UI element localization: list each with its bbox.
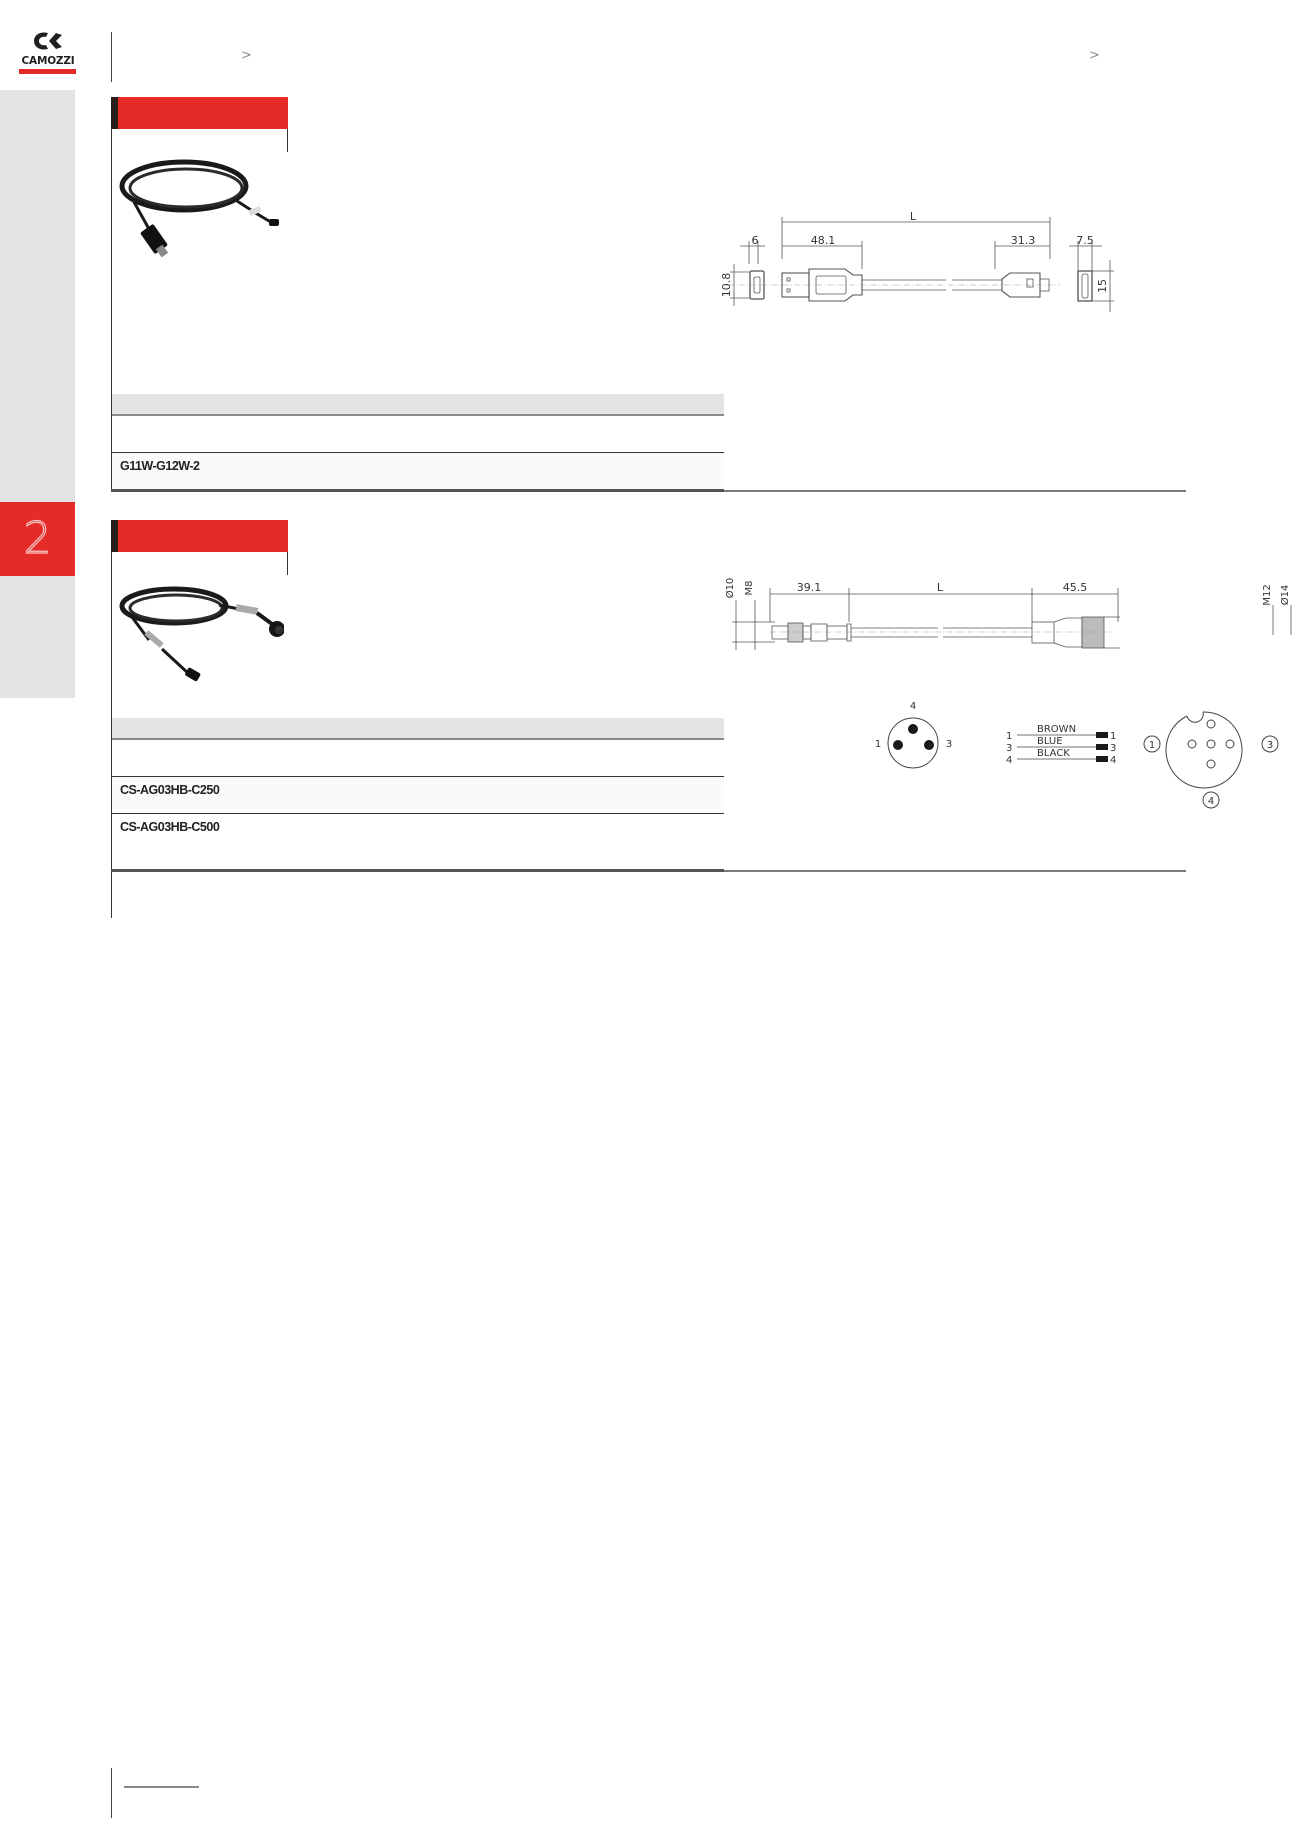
chapter-number-tab[interactable] xyxy=(0,502,75,576)
dim-m8-length: 39.1 xyxy=(796,581,822,594)
section-title-bar xyxy=(111,97,288,129)
product-code: G11W-G12W-2 xyxy=(120,459,200,473)
wire-pin-left-3: 3 xyxy=(1006,743,1013,754)
wire-color-black: BLACK xyxy=(1037,748,1070,759)
section-bottom-rule xyxy=(111,869,724,872)
table-row[interactable] xyxy=(112,776,724,813)
section-title-bar xyxy=(111,520,288,552)
section-title-accent xyxy=(111,97,118,129)
product-code: CS-AG03HB-C500 xyxy=(120,820,220,834)
table-subheader-row xyxy=(112,416,724,452)
dim-end-height-left: 10.8 xyxy=(720,272,733,298)
usb-cable-photo xyxy=(114,154,284,264)
product-section-m8-m12 xyxy=(111,520,1291,920)
chapter-number: 2 xyxy=(23,513,52,564)
table-subheader-row xyxy=(112,740,724,776)
wire-pin-left-4: 4 xyxy=(1006,755,1013,766)
product-code: CS-AG03HB-C250 xyxy=(120,783,220,797)
female-pin-4: 4 xyxy=(1207,796,1215,807)
table-row[interactable] xyxy=(112,452,724,489)
dim-L: L xyxy=(909,210,917,223)
m8-m12-cable-photo xyxy=(114,582,284,692)
female-pinout-icon xyxy=(1144,712,1278,808)
camozzi-logo xyxy=(18,30,78,74)
table-header-row xyxy=(112,394,724,416)
table-row[interactable] xyxy=(112,813,724,850)
section-bottom-rule-right xyxy=(724,870,1186,872)
m8-m12-dimension-drawing xyxy=(720,570,1120,670)
logo-mark-icon xyxy=(18,30,78,56)
wire-pin-right-3: 3 xyxy=(1110,743,1117,754)
dim-end-width-left: 6 xyxy=(751,234,759,247)
dim-m8-diameter: Ø10 xyxy=(725,577,736,599)
female-pin-1: 1 xyxy=(1148,740,1156,751)
section-bottom-rule-right xyxy=(724,490,1186,492)
wire-pin-right-1: 1 xyxy=(1110,731,1117,742)
product-table xyxy=(112,394,724,489)
dim-m12-diameter: Ø14 xyxy=(1280,584,1291,606)
dim-end-height-right: 15 xyxy=(1096,279,1109,293)
m12-side-dimensions xyxy=(1259,575,1300,635)
product-section-usb xyxy=(111,97,1186,492)
breadcrumb-separator-left: > xyxy=(241,48,252,63)
male-pin-3: 3 xyxy=(945,739,953,750)
dim-micro-length: 31.3 xyxy=(1010,234,1036,247)
male-pin-1: 1 xyxy=(874,739,882,750)
usb-dimension-drawing xyxy=(720,209,1120,319)
footer-rule xyxy=(124,1786,199,1788)
dim-L: L xyxy=(936,581,944,594)
wire-pin-right-4: 4 xyxy=(1110,755,1117,766)
male-pinout-icon xyxy=(888,718,938,768)
pinout-wiring-diagram xyxy=(851,692,1291,812)
footer-divider xyxy=(111,1768,112,1818)
logo-red-bar xyxy=(19,69,76,74)
section-title-accent xyxy=(111,520,118,552)
dim-m8-thread: M8 xyxy=(744,580,755,596)
female-pin-3: 3 xyxy=(1266,740,1274,751)
male-pin-4: 4 xyxy=(909,701,917,712)
wire-color-blue: BLUE xyxy=(1037,736,1063,747)
product-table xyxy=(112,718,724,850)
logo-wordmark: CAMOZZI xyxy=(21,55,75,67)
dim-plug-length: 48.1 xyxy=(810,234,836,247)
section-title-divider xyxy=(287,129,288,152)
dim-m12-length: 45.5 xyxy=(1062,581,1088,594)
wire-color-brown: BROWN xyxy=(1037,724,1077,735)
header-divider xyxy=(111,32,112,82)
table-header-row xyxy=(112,718,724,740)
dim-m12-thread: M12 xyxy=(1262,584,1273,606)
breadcrumb-separator-right: > xyxy=(1089,48,1100,63)
chapter-side-tab xyxy=(0,90,75,698)
section-title-divider xyxy=(287,552,288,575)
dim-end-width-right: 7.5 xyxy=(1076,234,1094,247)
wire-pin-left-1: 1 xyxy=(1006,731,1013,742)
section-bottom-rule xyxy=(111,489,724,492)
